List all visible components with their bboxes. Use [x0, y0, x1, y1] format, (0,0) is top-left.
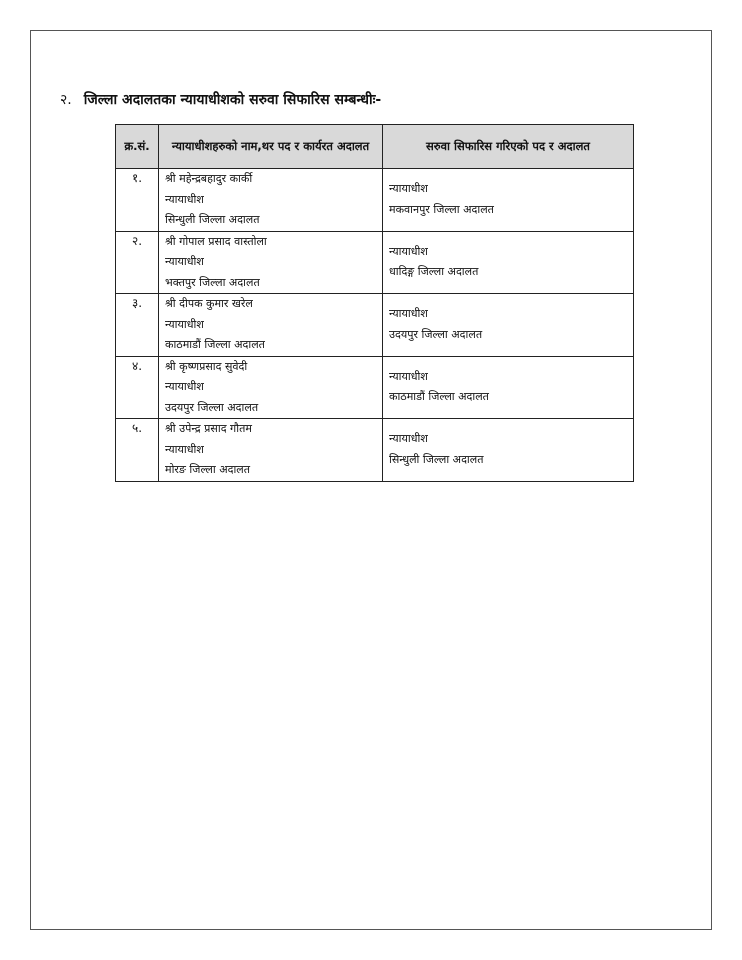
recommended-cell — [383, 231, 634, 294]
table-row — [116, 169, 634, 232]
new-court: काठमाडौं जिल्ला अदालत — [389, 390, 489, 404]
new-post: न्यायाधीश — [389, 307, 428, 321]
judge-name: श्री गोपाल प्रसाद वास्तोला — [165, 234, 267, 248]
transfer-table — [115, 124, 634, 482]
section-title: जिल्ला अदालतका न्यायाधीशको सरुवा सिफारिस सम्बन्धीः- — [83, 92, 382, 108]
current-court: सिन्धुली जिल्ला अदालत — [165, 213, 260, 226]
table-row — [116, 294, 634, 357]
new-court: सिन्धुली जिल्ला अदालत — [389, 452, 484, 466]
row-sn: १. — [116, 169, 159, 232]
current-cell — [159, 169, 383, 232]
current-court: उदयपुर जिल्ला अदालत — [165, 400, 259, 414]
row-sn: २. — [116, 231, 159, 294]
current-court: मोरङ जिल्ला अदालत — [165, 463, 251, 476]
judge-post: न्यायाधीश — [165, 192, 204, 206]
current-cell — [159, 419, 383, 482]
new-court: धादिङ्ग जिल्ला अदालत — [389, 265, 479, 279]
new-post: न्यायाधीश — [389, 369, 428, 383]
header-current: न्यायाधीशहरुको नाम,थर पद र कार्यरत अदालत — [159, 125, 383, 169]
judge-name: श्री महेन्द्रबहादुर कार्की — [165, 172, 253, 185]
current-cell — [159, 356, 383, 419]
judge-post: न्यायाधीश — [165, 317, 204, 331]
recommended-cell — [383, 419, 634, 482]
row-sn: ३. — [116, 294, 159, 357]
current-cell — [159, 231, 383, 294]
new-post: न्यायाधीश — [389, 182, 428, 196]
recommended-cell — [383, 294, 634, 357]
judge-name: श्री दीपक कुमार खरेल — [165, 297, 253, 310]
judge-name: श्री उपेन्द्र प्रसाद गौतम — [165, 422, 252, 435]
judge-post: न्यायाधीश — [165, 442, 204, 456]
current-court: काठमाडौं जिल्ला अदालत — [165, 338, 265, 351]
new-court: उदयपुर जिल्ला अदालत — [389, 327, 483, 341]
judge-post: न्यायाधीश — [165, 380, 204, 393]
table-header-row — [116, 125, 634, 169]
section-number: २. — [60, 92, 72, 108]
judge-name: श्री कृष्णप्रसाद सुवेदी — [165, 359, 248, 373]
new-post: न्यायाधीश — [389, 432, 428, 446]
table-row — [116, 356, 634, 419]
recommended-cell — [383, 356, 634, 419]
header-sn: क्र.सं. — [116, 125, 159, 169]
header-recommended: सरुवा सिफारिस गरिएको पद र अदालत — [383, 125, 634, 169]
table-row — [116, 231, 634, 294]
new-court: मकवानपुर जिल्ला अदालत — [389, 202, 494, 216]
row-sn: ४. — [116, 356, 159, 419]
judge-post: न्यायाधीश — [165, 255, 204, 268]
current-court: भक्तपुर जिल्ला अदालत — [165, 275, 260, 289]
current-cell — [159, 294, 383, 357]
table-row — [116, 419, 634, 482]
new-post: न्यायाधीश — [389, 244, 428, 258]
row-sn: ५. — [116, 419, 159, 482]
section-heading — [60, 90, 381, 109]
recommended-cell — [383, 169, 634, 232]
